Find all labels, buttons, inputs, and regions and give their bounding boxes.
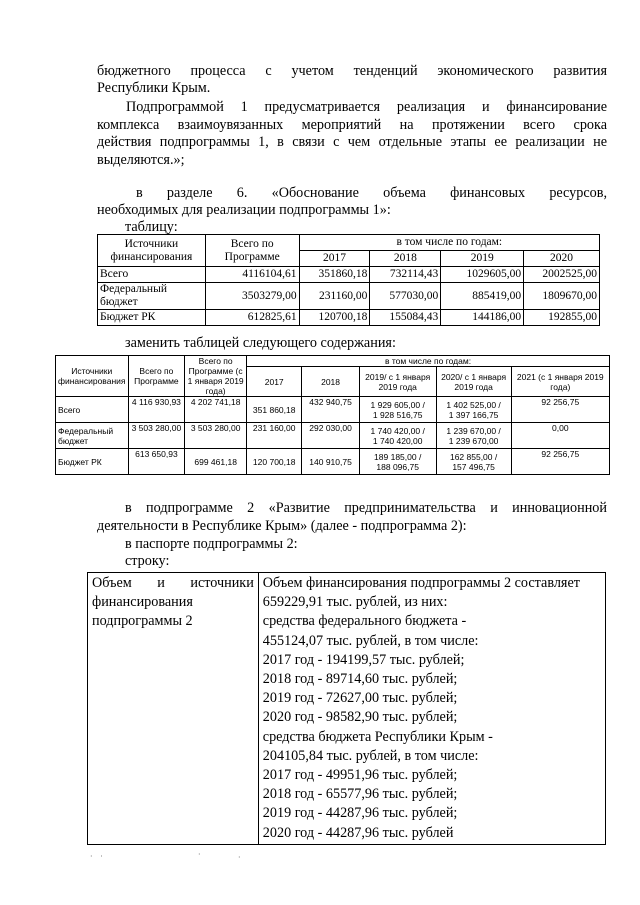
text-line: действия подпрограммы 1, в связи с чем отдельные этапы ее реализации не: [97, 134, 607, 150]
row-name: Бюджет РК: [98, 310, 206, 326]
cell-value-line: 1 397 166,75: [448, 409, 499, 420]
cell-value-line: 1 928 516,75: [372, 409, 423, 420]
cell-value: 155084,43: [370, 310, 441, 326]
cell-value: 885419,00: [441, 283, 524, 310]
cell-value: 0,00: [511, 423, 609, 449]
content-line: Объем финансирования подпрограммы 2 составляет: [262, 575, 580, 591]
cell-value: 351 860,18: [247, 397, 302, 423]
text-line: в разделе 6. «Обоснование объема финансовых ресурсов,: [136, 185, 607, 201]
cell-value: [359, 397, 436, 423]
year-header: 2018: [370, 251, 441, 267]
cell-value: 1809670,00: [524, 283, 600, 310]
content-line: 455124,07 тыс. рублей, в том числе:: [262, 632, 479, 649]
cell-value: 120 700,18: [247, 449, 302, 475]
table-row: [98, 283, 600, 310]
cell-total: 3 503 280,00: [128, 423, 185, 449]
cell-value-line: 1 239 670,00: [448, 435, 499, 446]
content-line: 659229,91 тыс. рублей, из них:: [262, 594, 448, 611]
table-row: [56, 449, 610, 475]
header-total-2019: Всего по Программе (с 1 января 2019 года): [185, 356, 247, 397]
text-line: в подпрограмме 2 «Развитие предпринимательства и инновационной: [125, 500, 607, 516]
table-row: [98, 310, 600, 326]
content-line: 2017 год - 49951,96 тыс. рублей;: [262, 767, 458, 784]
cell-total: 3503279,00: [205, 283, 299, 310]
text-line: комплекса взаимоувязанных мероприятий на протяжении всего срока: [97, 117, 607, 133]
year-header: 2018: [302, 367, 359, 397]
year-header: 2017: [299, 251, 370, 267]
cell-value: 351860,18: [299, 267, 370, 283]
row-label-line: подпрограммы 2: [92, 613, 193, 630]
year-header: 2017: [247, 367, 302, 397]
cell-value: [436, 449, 511, 475]
cell-value: [436, 423, 511, 449]
header-years: в том числе по годам:: [247, 356, 610, 367]
passport-row-table: [87, 572, 606, 845]
text-line: строку:: [125, 553, 170, 569]
old-finance-table: [97, 234, 600, 326]
text-line: выделяются.»;: [97, 152, 185, 168]
table-row: [56, 397, 610, 423]
cell-total2: 4 202 741,18: [185, 397, 247, 423]
cell-total2: 699 461,18: [185, 449, 247, 475]
cell-value: 432 940,75: [302, 397, 359, 423]
cell-value-line: 1 740 420,00 /: [370, 425, 425, 436]
year-header: 2020: [524, 251, 600, 267]
cell-value: 2002525,00: [524, 267, 600, 283]
row-name: Всего: [98, 267, 206, 283]
header-source: Источники финансирования: [56, 356, 129, 397]
scan-artifact: ·: [198, 850, 201, 859]
cell-value: 144186,00: [441, 310, 524, 326]
cell-total: 612825,61: [205, 310, 299, 326]
cell-value: 140 910,75: [302, 449, 359, 475]
scan-artifact: ·: [238, 853, 241, 862]
cell-value-line: 157 496,75: [452, 461, 495, 472]
new-finance-table: [55, 355, 610, 475]
content-line: 2019 год - 72627,00 тыс. рублей;: [262, 690, 458, 707]
cell-total: 4 116 930,93: [128, 397, 185, 423]
year-header: 2021 (с 1 января 2019 года): [511, 367, 609, 397]
cell-value: 120700,18: [299, 310, 370, 326]
content-line: средства федерального бюджета -: [262, 613, 467, 630]
cell-value: 92 256,75: [511, 397, 609, 423]
row-label-line: Объем и источники: [92, 575, 254, 591]
row-name: Всего: [56, 397, 129, 423]
text-line: необходимых для реализации подпрограммы 1»:: [97, 202, 391, 218]
cell-value: 231 160,00: [247, 423, 302, 449]
cell-value: 231160,00: [299, 283, 370, 310]
cell-value: [436, 397, 511, 423]
cell-value-line: 188 096,75: [376, 461, 419, 472]
cell-value-line: 1 929 605,00 /: [370, 399, 425, 410]
cell-value-line: 1 740 420,00: [372, 435, 423, 446]
content-line: средства бюджета Республики Крым -: [262, 728, 493, 745]
row-name: Федеральный бюджет: [98, 283, 206, 310]
cell-value: [359, 423, 436, 449]
text-line: таблицу:: [125, 219, 178, 235]
cell-value-line: 1 402 525,00 /: [446, 399, 501, 410]
cell-value: [359, 449, 436, 475]
cell-total2: 3 503 280,00: [185, 423, 247, 449]
cell-value: 577030,00: [370, 283, 441, 310]
content-line: 2018 год - 65577,96 тыс. рублей;: [262, 786, 458, 803]
text-line: Республики Крым.: [97, 80, 211, 96]
header-total: Всего по Программе: [128, 356, 185, 397]
text-line: бюджетного процесса с учетом тенденций экономического развития: [97, 63, 607, 79]
cell-value-line: 1 239 670,00 /: [446, 425, 501, 436]
cell-value-line: 189 185,00 /: [374, 451, 422, 462]
cell-value: 292 030,00: [302, 423, 359, 449]
row-label-cell: [88, 573, 259, 845]
cell-total: 4116104,61: [205, 267, 299, 283]
row-content-cell: [258, 573, 605, 845]
text-line: заменить таблицей следующего содержания:: [125, 335, 396, 351]
cell-value: 92 256,75: [511, 449, 609, 475]
content-line: 2020 год - 98582,90 тыс. рублей;: [262, 709, 458, 726]
content-line: 204105,84 тыс. рублей, в том числе:: [262, 747, 479, 764]
table-row: [56, 423, 610, 449]
content-line: 2020 год - 44287,96 тыс. рублей: [262, 824, 454, 841]
row-label-line: финансирования: [92, 594, 193, 611]
text-line: в паспорте подпрограммы 2:: [125, 536, 298, 552]
cell-value: 1029605,00: [441, 267, 524, 283]
cell-value: 732114,43: [370, 267, 441, 283]
cell-value-line: 162 855,00 /: [449, 451, 498, 462]
header-total: Всего по Программе: [205, 235, 299, 267]
text-line: Подпрограммой 1 предусматривается реализация и финансирование: [126, 99, 607, 115]
cell-value: 192855,00: [524, 310, 600, 326]
content-line: 2019 год - 44287,96 тыс. рублей;: [262, 805, 458, 822]
scan-artifact: · ·: [90, 852, 103, 861]
text-line: деятельности в Республике Крым» (далее - подпрограмма 2):: [97, 518, 467, 534]
cell-total: 613 650,93: [128, 449, 185, 475]
year-header: 2019/ с 1 января 2019 года: [359, 367, 436, 397]
header-years: в том числе по годам:: [299, 235, 599, 251]
row-name: Федеральный бюджет: [56, 423, 129, 449]
year-header: 2020/ с 1 января 2019 года: [436, 367, 511, 397]
year-header: 2019: [441, 251, 524, 267]
table-row: [98, 267, 600, 283]
content-line: 2018 год - 89714,60 тыс. рублей;: [262, 671, 458, 688]
header-source: Источники финансирования: [98, 235, 206, 267]
row-name: Бюджет РК: [56, 449, 129, 475]
content-line: 2017 год - 194199,57 тыс. рублей;: [262, 651, 465, 668]
